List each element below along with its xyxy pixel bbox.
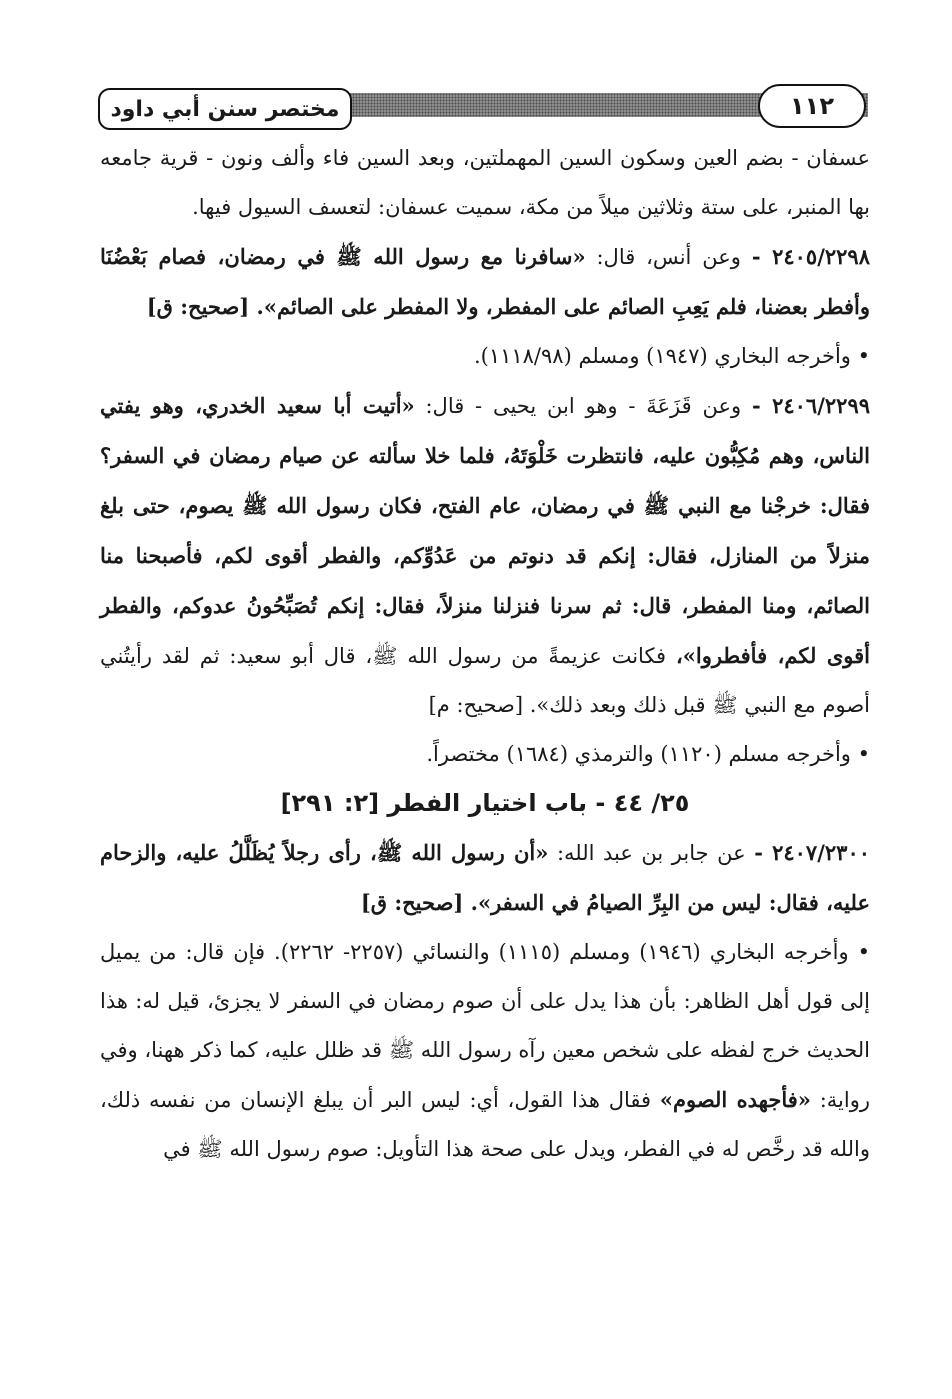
hadith-2406: [100, 381, 870, 730]
takhrij-2405: • وأخرجه البخاري (١٩٤٧) ومسلم (١١١٨/٩٨).: [473, 344, 870, 368]
page-number: ١١٢: [758, 84, 866, 128]
hadith-number: ٢٤٠٧/٢٣٠٠ -: [754, 840, 870, 865]
book-title: مختصر سنن أبي داود: [98, 88, 352, 130]
hadith-2405: [100, 232, 870, 332]
takhrij-2406: • وأخرجه مسلم (١١٢٠) والترمذي (١٦٨٤) مختصراً.: [426, 742, 870, 766]
quoted-narration: «فأجهده الصوم»: [659, 1087, 811, 1112]
hadith-text: «أن رسول الله ﷺ، رأى رجلاً يُظَلَّلُ عليه، والزحام عليه، فقال: ليس من البِرِّ الصيامُ في السفر». [صحيح: ق]: [100, 840, 870, 915]
hadith-number: ٢٤٠٥/٢٢٩٨ -: [751, 244, 870, 269]
hadith-lead: وعن قَزَعَةَ - وهو ابن يحيى - قال:: [425, 394, 742, 418]
hadith-text: «أتيت أبا سعيد الخدري، وهو يفتي الناس، وهم مُكِبُّون عليه، فانتظرت خَلْوَتَهُ، فلما خلا سألته عن صيام رمضان في السفر؟ فقال: خرجْنا مع النبي ﷺ في رمضان، عام الفتح، فكان رسول الله ﷺ يصوم، حتى بلغ منزلاً من المنازل، فقال: إنكم قد دنوتم من عَدُوِّكم، والفطر أقوى لكم، فأصبحنا منا الصائم، ومنا المفطر، قال: ثم سرنا فنزلنا منزلاً، فقال: إنكم تُصَبِّحُونُ عدوكم، والفطر أقوى لكم، فأفطروا»،: [100, 393, 870, 668]
takhrij-text: • وأخرجه البخاري (١٩٤٦) ومسلم (١١١٥) والنسائي (٢٢٥٧- ٢٢٦٢). فإن قال: من يميل إلى قول أهل الظاهر: بأن هذا يدل على أن صوم رمضان في السفر لا يجزئ، قيل له: هذا الحديث خرج لفظه على شخص معين رآه رسول الله ﷺ قد ظلل عليه، كما ذكر ههنا، وفي رواية:: [100, 940, 870, 1112]
takhrij-2407: [100, 928, 870, 1174]
takhrij-continuation: فقال هذا القول، أي: ليس البر أن يبلغ الإنسان من نفسه ذلك، والله قد رخَّص له في الفطر، ويدل على صحة هذا التأويل: صوم رسول الله ﷺ في: [100, 1088, 870, 1161]
hadith-text: «سافرنا مع رسول الله ﷺ في رمضان، فصام بَعْضُنَا وأفطر بعضنا، فلم يَعِبِ الصائم على المفطر، ولا المفطر على الصائم». [صحيح: ق]: [100, 244, 870, 319]
hadith-number: ٢٤٠٦/٢٢٩٩ -: [751, 393, 870, 418]
page-body: [100, 134, 870, 1174]
page-header: [98, 84, 868, 130]
hadith-2407: [100, 828, 870, 928]
intro-paragraph: عسفان - بضم العين وسكون السين المهملتين، وبعد السين فاء وألف ونون - قرية جامعه بها المنبر، على ستة وثلاثين ميلاً من مكة، سميت عسفان: لتعسف السيول فيها.: [100, 146, 870, 219]
hadith-tail: فكانت عزيمةً من رسول الله ﷺ، قال أبو سعيد: ثم لقد رأيتُني أصوم مع النبي ﷺ قبل ذلك وبعد ذلك». [صحيح: م]: [100, 644, 870, 717]
hadith-lead: وعن أنس، قال:: [596, 245, 741, 269]
hadith-lead: عن جابر بن عبد الله:: [556, 841, 746, 865]
chapter-heading: ٢٥/ ٤٤ - باب اختيار الفطر [٢: ٢٩١]: [280, 789, 690, 817]
